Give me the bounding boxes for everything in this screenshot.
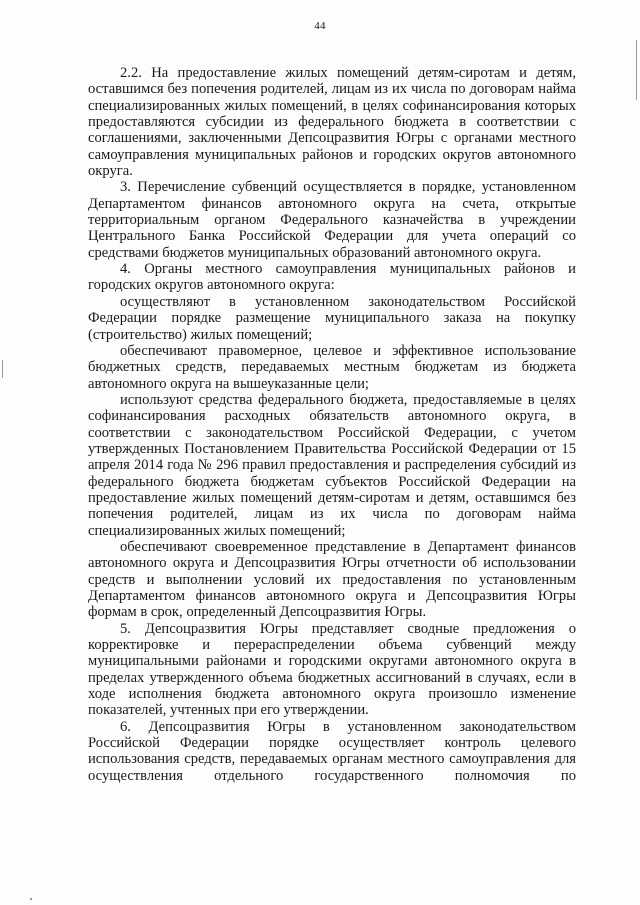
- page-number: 44: [314, 20, 326, 32]
- paragraph-3: 3. Перечисление субвенций осуществляется в порядке, установленном Департаментом финансов автономного округа на счета, открытые территориальным органом Федерального казначейства в учреждении Центрального Банка Российской Федерации для учета операций со средствами бюджетов муниципальных образований автономного округа.: [88, 179, 576, 261]
- paragraph-5: 5. Депсоцразвития Югры представляет сводные предложения о корректировке и перераспределении объема субвенций между муниципальными районами и городскими округами автономного округа в пределах утвержденного объема бюджетных ассигнований в случаях, если в ходе исполнения бюджета автономного округа произошло изменение показателей, учтенных при его утверждении.: [88, 620, 576, 719]
- paragraph-4-item-3: используют средства федерального бюджета, предоставляемые в целях софинансирования расходных обязательств автономного округа, в соответствии с законодательством Российской Федерации, с учетом утвержденных Постановлением Правительства Российской Федерации от 15 апреля 2014 года № 296 правил предоставления и распределения субсидий из федерального бюджета бюджетам субъектов Российской Федерации на предоставление жилых помещений детям-сиротам и детям, оставшимся без попечения родителей, лицам из их числа по договорам найма специализированных жилых помещений;: [88, 391, 576, 539]
- paragraph-4: 4. Органы местного самоуправления муниципальных районов и городских округов автономного округа:: [88, 261, 576, 294]
- paragraph-2-2: 2.2. На предоставление жилых помещений детям-сиротам и детям, оставшимся без попечения родителей, лицам из их числа по договорам найма специализированных жилых помещений, в целях софинансирования которых предоставляются субсидии из федерального бюджета в соответствии с соглашениями, заключенными Депсоцразвития Югры с органами местного самоуправления муниципальных районов и городских округов автономного округа.: [88, 65, 576, 180]
- paragraph-4-item-4: обеспечивают своевременное представление в Департамент финансов автономного округа и Депсоцразвития Югры отчетности об использовании средств и выполнении условий их предоставления по установленным Департаментом финансов автономного округа и Депсоцразвития Югры формам в срок, определенный Депсоцразвития Югры.: [88, 538, 576, 621]
- scan-artifact-right: [636, 40, 637, 100]
- scan-artifact-bottom: [30, 898, 32, 900]
- scan-artifact-left: [2, 360, 3, 378]
- document-body: [88, 65, 576, 784]
- paragraph-6: 6. Депсоцразвития Югры в установленном законодательством Российской Федерации порядке осуществляет контроль целевого использования средств, передаваемых органам местного самоуправления для осуществления отдельного государственного полномочия по: [88, 718, 576, 784]
- paragraph-4-item-2: обеспечивают правомерное, целевое и эффективное использование бюджетных средств, передаваемых местным бюджетам из бюджета автономного округа на вышеуказанные цели;: [88, 342, 576, 392]
- paragraph-4-item-1: осуществляют в установленном законодательством Российской Федерации порядке размещение муниципального заказа на покупку (строительство) жилых помещений;: [88, 293, 576, 343]
